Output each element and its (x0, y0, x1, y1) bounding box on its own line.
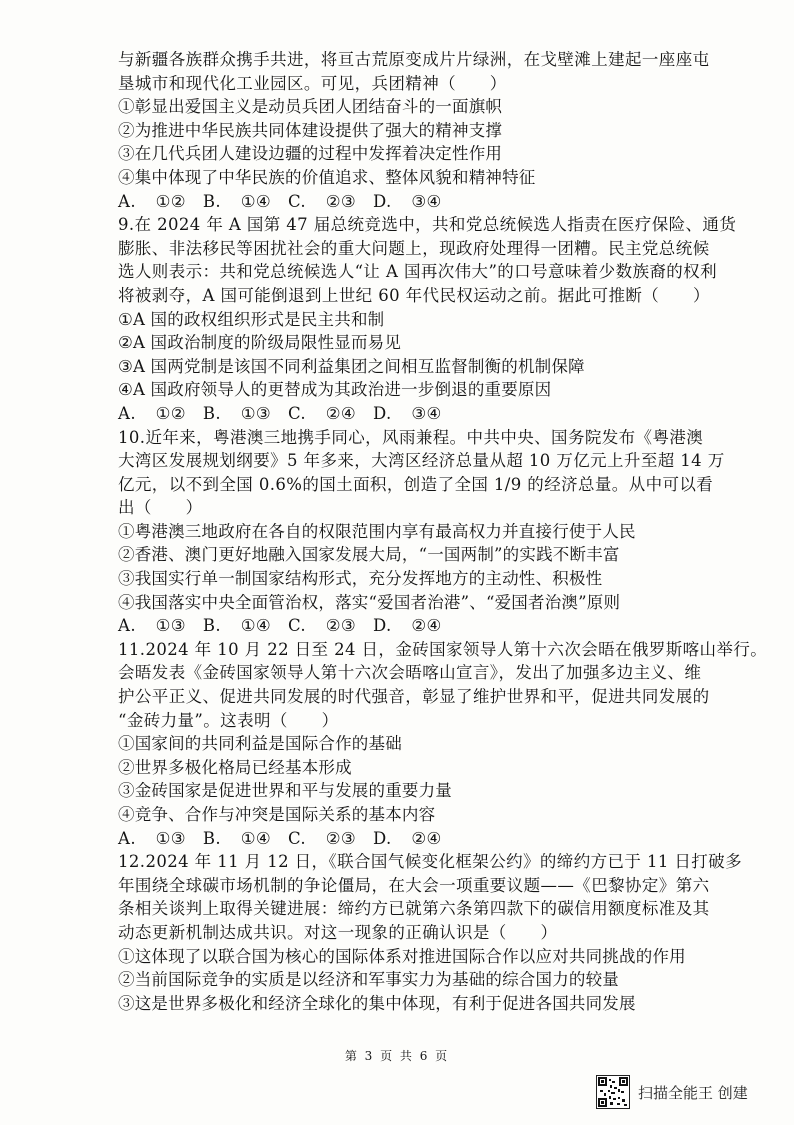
question-text-line: 9.在 2024 年 A 国第 47 届总统竞选中，共和党总统候选人指责在医疗保险、通货 (118, 215, 737, 235)
question-text-line: 选人则表示：共和党总统候选人“让 A 国再次伟大”的口号意味着少数族裔的权利 (118, 262, 717, 282)
question-text-line: 膨胀、非法移民等困扰社会的重大问题上，现政府处理得一团糟。民主党总统候 (118, 238, 710, 258)
question-text-line: 会晤发表《金砖国家领导人第十六次会晤喀山宣言》，发出了加强多边主义、维 (118, 663, 702, 683)
option-statement: ①这体现了以联合国为核心的国际体系对推进国际合作以应对共同挑战的作用 (118, 946, 686, 966)
question-text-line: 与新疆各族群众携手共进，将亘古荒原变成片片绿洲，在戈壁滩上建起一座座屯 (118, 50, 710, 69)
qr-code-icon (596, 1075, 630, 1109)
question-text-line: 10.近年来，粤港澳三地携手同心，风雨兼程。中共中央、国务院发布《粤港澳 (118, 427, 704, 447)
option-statement: ③在几代兵团人建设边疆的过程中发挥着决定性作用 (118, 144, 503, 164)
option-statement: ②当前国际竞争的实质是以经济和军事实力为基础的综合国力的较量 (118, 970, 619, 990)
question-text-line: “金砖力量”。这表明（ ） (118, 710, 339, 730)
question-text-line: 将被剥夺，A 国可能倒退到上世纪 60 年代民权运动之前。据此可推断（ ） (118, 285, 710, 305)
option-statement: ④集中体现了中华民族的价值追求、整体风貌和精神特征 (118, 167, 536, 187)
question-text-line: 动态更新机制达成共识。对这一现象的正确认识是（ ） (118, 922, 558, 942)
question-text-line: 出（ ） (118, 498, 203, 518)
scanner-watermark (596, 1075, 748, 1109)
option-statement: ②为推进中华民族共同体建设提供了强大的精神支撑 (118, 120, 503, 140)
page-number-footer: 第 3 页 共 6 页 (344, 1049, 450, 1063)
option-statement: ④我国落实中央全面管治权，落实“爱国者治港”、“爱国者治澳”原则 (118, 592, 621, 612)
question-text-line: 亿元，以不到全国 0.6%的国土面积，创造了全国 1/9 的经济总量。从中可以看 (118, 474, 714, 494)
question-text-line: 护公平正义、促进共同发展的时代强音，彰显了维护世界和平，促进共同发展的 (118, 687, 710, 707)
option-statement: ①A 国的政权组织形式是民主共和制 (118, 309, 385, 329)
option-statement: ④A 国政府领导人的更替成为其政治进一步倒退的重要原因 (118, 380, 552, 400)
option-statement: ②香港、澳门更好地融入国家发展大局，“一国两制”的实践不断丰富 (118, 545, 620, 565)
question-text-line: 12.2024 年 11 月 12 日，《联合国气候变化框架公约》的缔约方已于 11 日打破多 (118, 852, 742, 872)
answer-choices: A. ①② B. ①③ C. ②④ D. ③④ (118, 403, 442, 423)
answer-choices: A. ①② B. ①④ C. ②③ D. ③④ (118, 191, 442, 211)
option-statement: ①彰显出爱国主义是动员兵团人团结奋斗的一面旗帜 (118, 97, 503, 117)
question-text-line: 条相关谈判上取得关键进展：缔约方已就第六条第四款下的碳信用额度标准及其 (118, 899, 710, 919)
option-statement: ②A 国政治制度的阶级局限性显而易见 (118, 333, 402, 353)
answer-choices: A. ①③ B. ①④ C. ②③ D. ②④ (118, 616, 442, 636)
option-statement: ③金砖国家是促进世界和平与发展的重要力量 (118, 781, 452, 801)
question-text-line: 年围绕全球碳市场机制的争论僵局，在大会一项重要议题——《巴黎协定》第六 (118, 875, 710, 895)
scanner-label: 扫描全能王 创建 (638, 1083, 748, 1102)
option-statement: ③这是世界多极化和经济全球化的集中体现，有利于促进各国共同发展 (118, 993, 636, 1013)
question-text-line: 11.2024 年 10 月 22 日至 24 日，金砖国家领导人第十六次会晤在俄罗斯喀山举行。 (118, 639, 768, 659)
option-statement: ③我国实行单一制国家结构形式，充分发挥地方的主动性、积极性 (118, 569, 603, 589)
exam-page-body (118, 48, 768, 1015)
option-statement: ①国家间的共同利益是国际合作的基础 (118, 734, 402, 754)
answer-choices: A. ①③ B. ①④ C. ②③ D. ②④ (118, 828, 442, 848)
question-text-line: 大湾区发展规划纲要》5 年多来，大湾区经济总量从超 10 万亿元上升至超 14 万 (118, 451, 725, 471)
option-statement: ②世界多极化格局已经基本形成 (118, 757, 352, 777)
option-statement: ③A 国两党制是该国不同利益集团之间相互监督制衡的机制保障 (118, 356, 585, 376)
question-text-line: 垦城市和现代化工业园区。可见，兵团精神（ ） (118, 73, 507, 93)
option-statement: ④竞争、合作与冲突是国际关系的基本内容 (118, 805, 436, 824)
option-statement: ①粤港澳三地政府在各自的权限范围内享有最高权力并直接行使于人民 (118, 521, 636, 541)
